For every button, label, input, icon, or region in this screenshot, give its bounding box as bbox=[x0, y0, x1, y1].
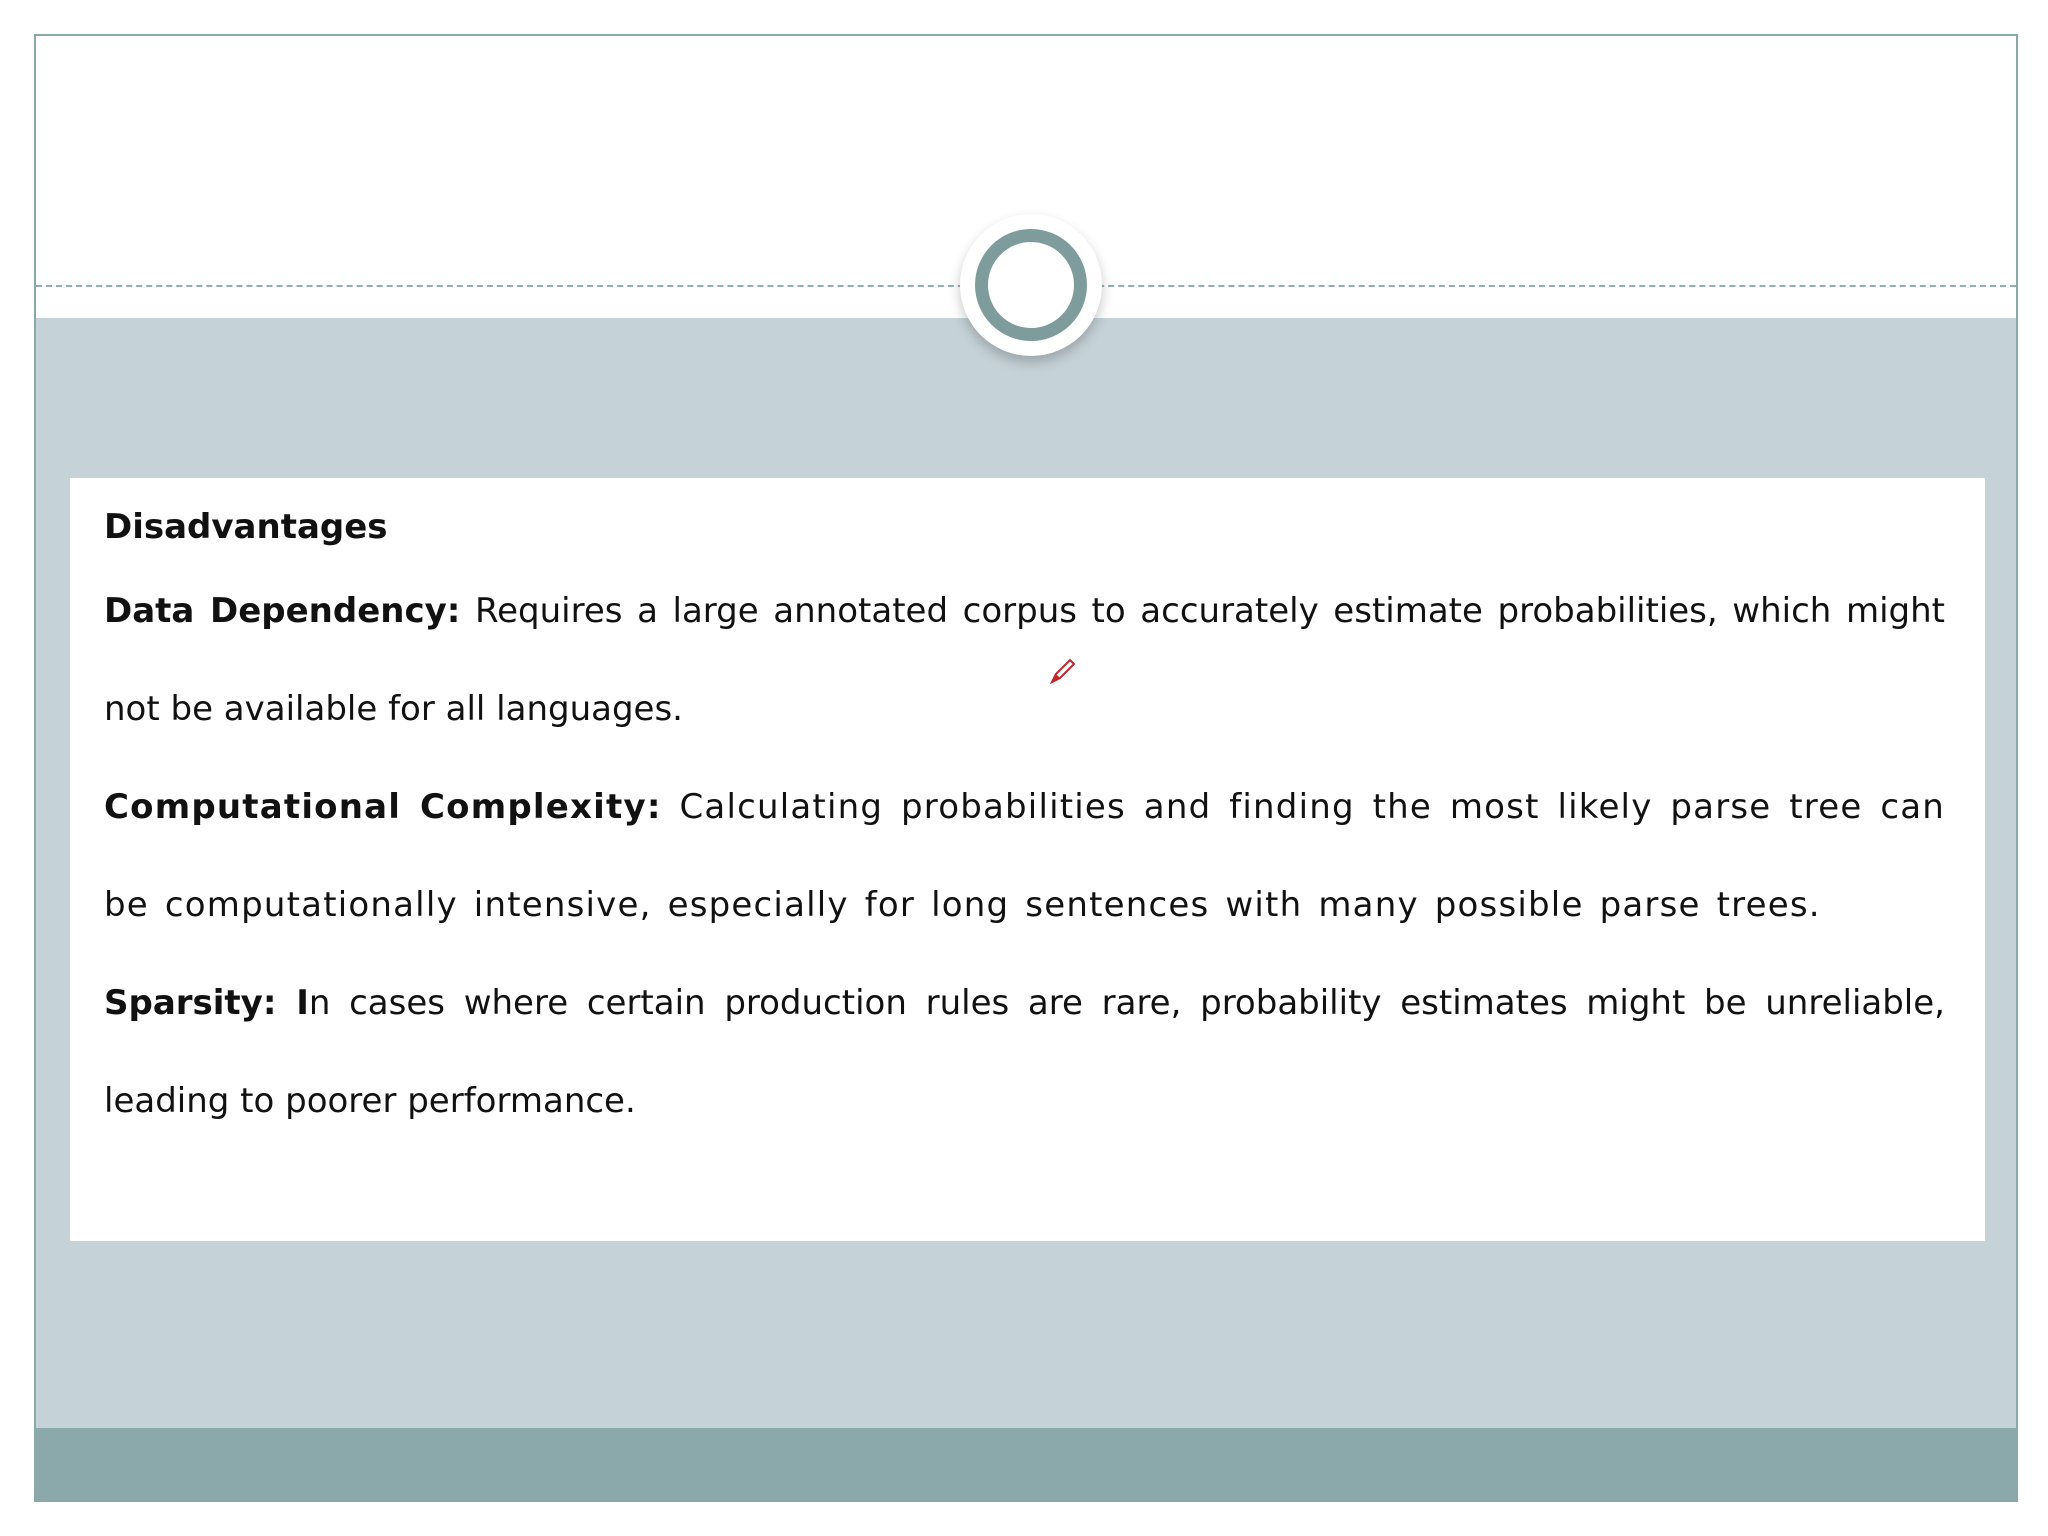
disadvantage-item-computational-complexity bbox=[104, 758, 1945, 954]
ornament-ring bbox=[975, 229, 1087, 341]
item-term: Computational Complexity: bbox=[104, 787, 662, 827]
item-text: n cases where certain production rules are rare, probability estimates might be unreliable, leading to poorer performance. bbox=[104, 983, 1945, 1121]
item-term: Data Dependency: bbox=[104, 591, 461, 631]
item-text: Calculating probabilities and finding the most likely parse tree can be computationally intensive, especially for long sentences with many possible parse trees. bbox=[104, 787, 1945, 925]
pen-cursor-icon bbox=[1048, 656, 1078, 686]
item-term: Sparsity: I bbox=[104, 983, 309, 1023]
content-textbox[interactable] bbox=[70, 478, 1985, 1241]
circle-ring-icon bbox=[960, 214, 1102, 356]
disadvantage-item-data-dependency bbox=[104, 562, 1945, 758]
disadvantage-item-sparsity bbox=[104, 954, 1945, 1150]
section-heading: Disadvantages bbox=[104, 507, 388, 547]
item-text: Requires a large annotated corpus to accurately estimate probabilities, which might not be available for all languages. bbox=[104, 591, 1945, 729]
slide-footer-band bbox=[36, 1428, 2016, 1500]
slide bbox=[34, 34, 2018, 1502]
